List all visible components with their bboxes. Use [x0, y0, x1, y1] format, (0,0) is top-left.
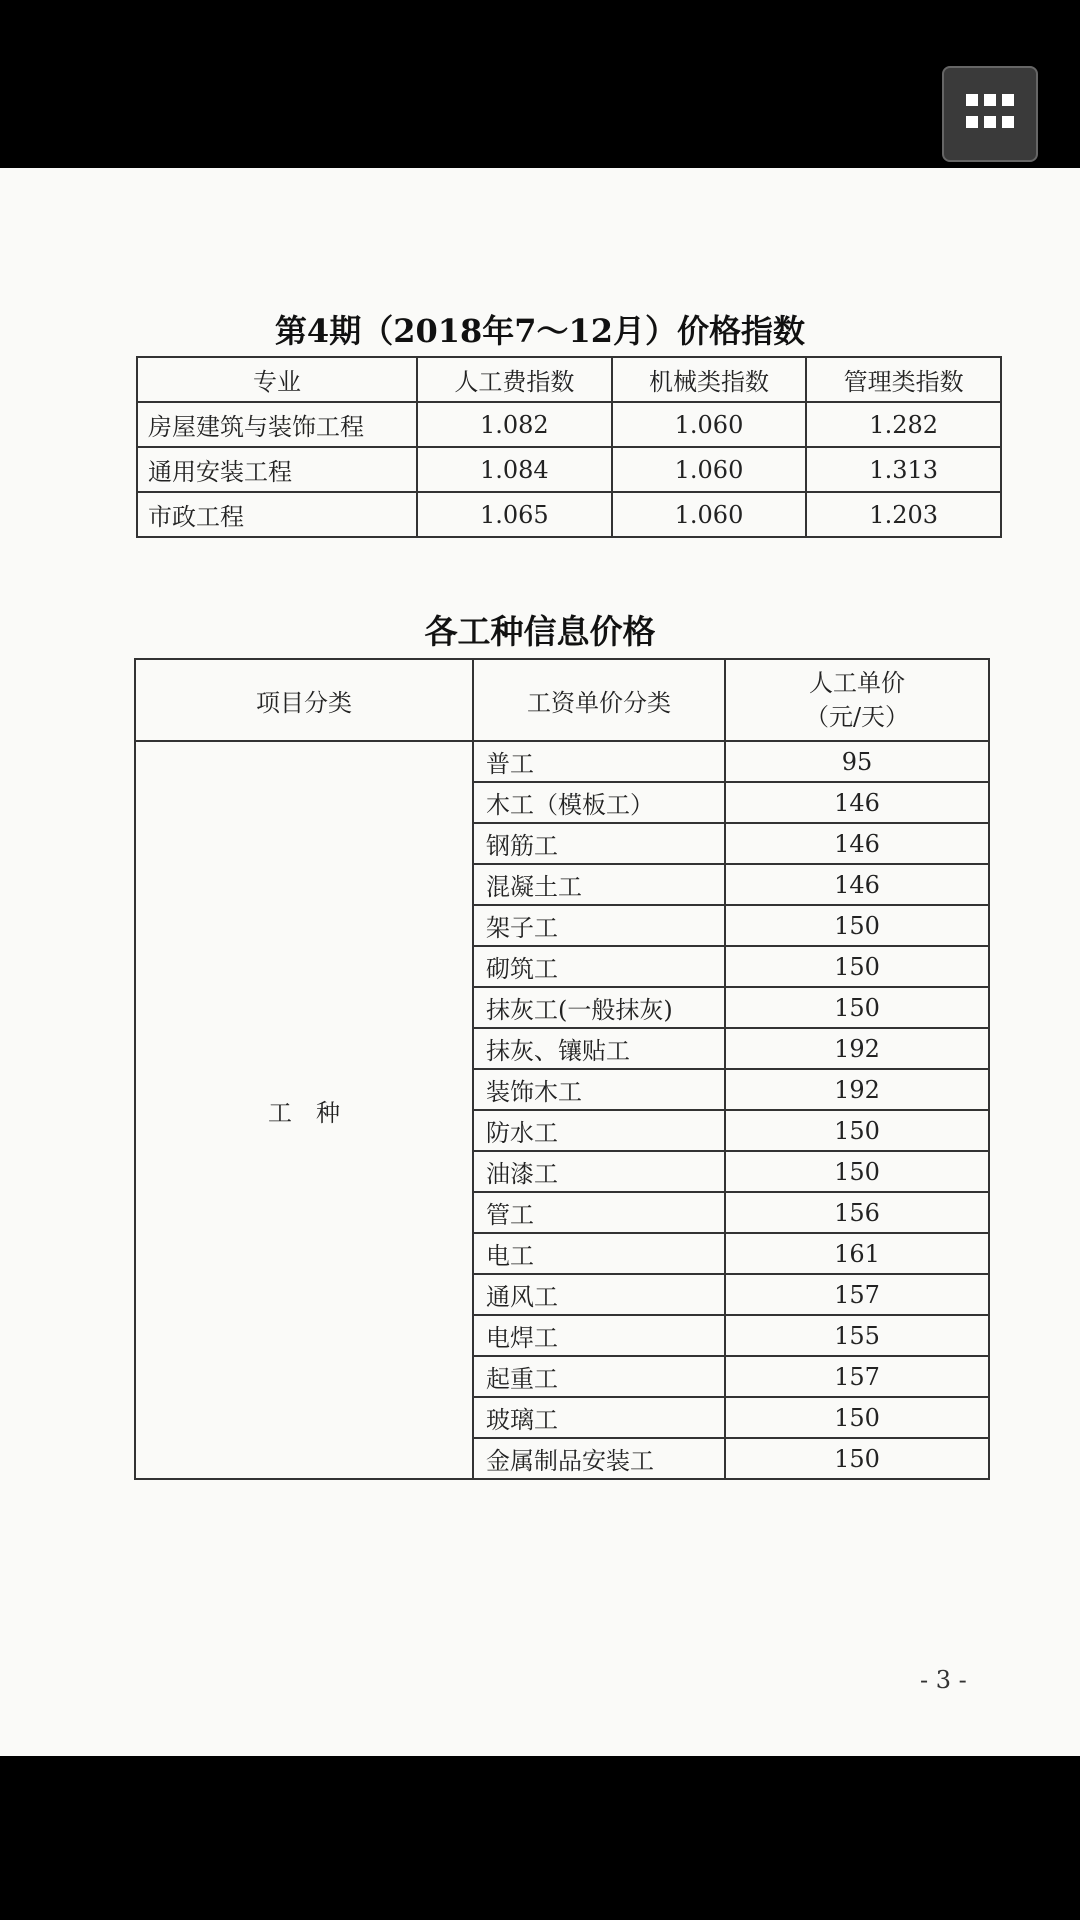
wage-type-cell: 管工 [473, 1192, 725, 1233]
specialty-cell: 通用安装工程 [137, 447, 417, 492]
unit-price-cell: 192 [725, 1069, 989, 1110]
labor-index-cell: 1.082 [417, 402, 612, 447]
header-category: 项目分类 [135, 659, 473, 741]
wage-price-table [134, 658, 990, 1480]
price-index-table [136, 356, 1002, 538]
wage-type-cell: 起重工 [473, 1356, 725, 1397]
wage-price-title: 各工种信息价格 [424, 612, 656, 651]
unit-price-unit: （元/天） [804, 703, 910, 731]
specialty-cell: 市政工程 [137, 492, 417, 537]
unit-price-cell: 150 [725, 1110, 989, 1151]
machinery-index-cell: 1.060 [612, 447, 807, 492]
table-row [135, 741, 989, 782]
unit-price-cell: 150 [725, 1151, 989, 1192]
labor-index-cell: 1.084 [417, 447, 612, 492]
unit-price-label: 人工单价 [809, 669, 905, 697]
management-index-cell: 1.313 [806, 447, 1001, 492]
wage-type-cell: 装饰木工 [473, 1069, 725, 1110]
category-cell: 工 种 [135, 741, 473, 1479]
menu-button[interactable] [942, 66, 1038, 162]
wage-type-cell: 砌筑工 [473, 946, 725, 987]
wage-type-cell: 抹灰工(一般抹灰) [473, 987, 725, 1028]
specialty-cell: 房屋建筑与装饰工程 [137, 402, 417, 447]
header-specialty: 专业 [137, 357, 417, 402]
unit-price-cell: 95 [725, 741, 989, 782]
wage-type-cell: 通风工 [473, 1274, 725, 1315]
unit-price-cell: 192 [725, 1028, 989, 1069]
machinery-index-cell: 1.060 [612, 402, 807, 447]
wage-type-cell: 架子工 [473, 905, 725, 946]
unit-price-cell: 157 [725, 1356, 989, 1397]
table-header-row [137, 357, 1001, 402]
bottom-bar [0, 1756, 1080, 1920]
machinery-index-cell: 1.060 [612, 492, 807, 537]
header-machinery-index: 机械类指数 [612, 357, 807, 402]
labor-index-cell: 1.065 [417, 492, 612, 537]
management-index-cell: 1.203 [806, 492, 1001, 537]
management-index-cell: 1.282 [806, 402, 1001, 447]
header-labor-index: 人工费指数 [417, 357, 612, 402]
unit-price-cell: 146 [725, 782, 989, 823]
top-bar [0, 0, 1080, 168]
unit-price-cell: 150 [725, 987, 989, 1028]
wage-type-cell: 防水工 [473, 1110, 725, 1151]
unit-price-cell: 161 [725, 1233, 989, 1274]
document-page [0, 168, 1080, 1756]
wage-type-cell: 油漆工 [473, 1151, 725, 1192]
wage-type-cell: 抹灰、镶贴工 [473, 1028, 725, 1069]
header-unit-price [725, 659, 989, 741]
wage-type-cell: 普工 [473, 741, 725, 782]
unit-price-cell: 150 [725, 946, 989, 987]
unit-price-cell: 146 [725, 864, 989, 905]
table-row [137, 402, 1001, 447]
unit-price-cell: 156 [725, 1192, 989, 1233]
wage-type-cell: 木工（模板工） [473, 782, 725, 823]
wage-type-cell: 电焊工 [473, 1315, 725, 1356]
table-row [137, 447, 1001, 492]
unit-price-cell: 155 [725, 1315, 989, 1356]
grid-menu-icon [966, 94, 1014, 134]
unit-price-cell: 150 [725, 905, 989, 946]
wage-type-cell: 金属制品安装工 [473, 1438, 725, 1479]
table-header-row [135, 659, 989, 741]
page-number: - 3 - [920, 1666, 967, 1694]
unit-price-cell: 150 [725, 1397, 989, 1438]
unit-price-cell: 150 [725, 1438, 989, 1479]
unit-price-cell: 146 [725, 823, 989, 864]
wage-type-cell: 混凝土工 [473, 864, 725, 905]
header-wage-type: 工资单价分类 [473, 659, 725, 741]
table-row [137, 492, 1001, 537]
wage-type-cell: 电工 [473, 1233, 725, 1274]
wage-type-cell: 钢筋工 [473, 823, 725, 864]
header-management-index: 管理类指数 [806, 357, 1001, 402]
unit-price-cell: 157 [725, 1274, 989, 1315]
price-index-title: 第4期（2018年7～12月）价格指数 [274, 312, 806, 350]
wage-type-cell: 玻璃工 [473, 1397, 725, 1438]
